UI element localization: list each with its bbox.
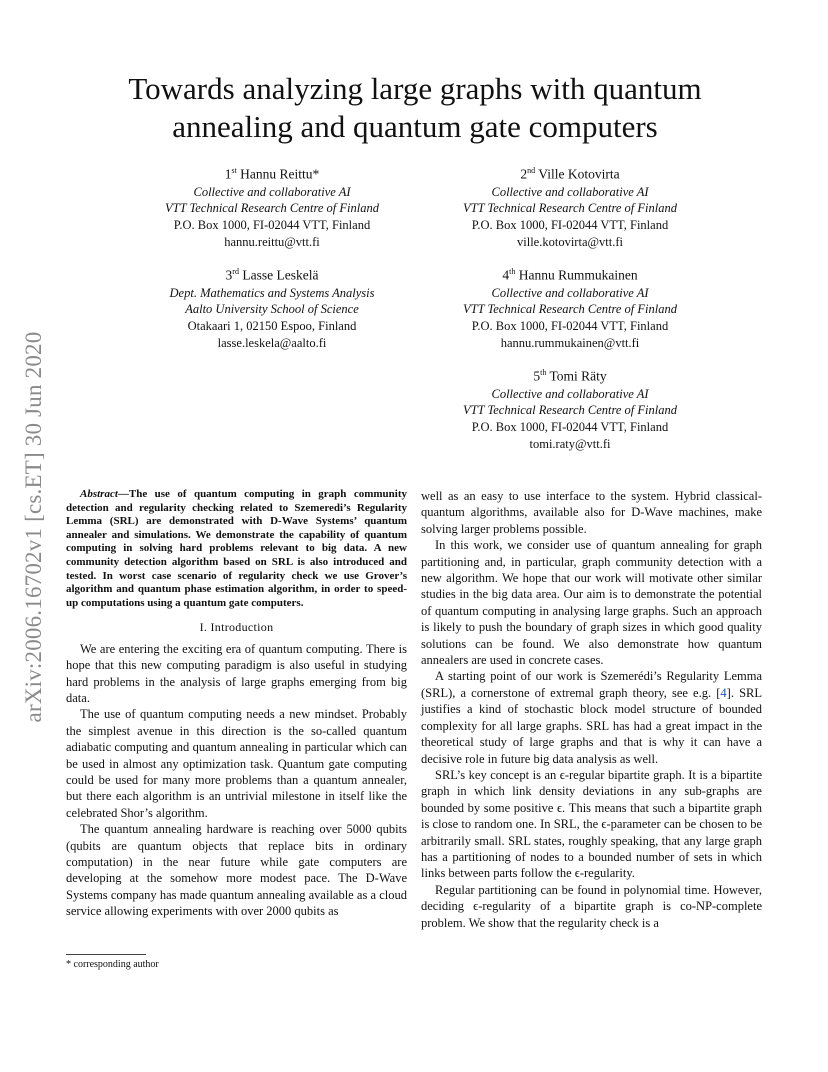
author-email: hannu.reittu@vtt.fi [224, 234, 320, 249]
author-dept: Collective and collaborative AI [491, 386, 649, 401]
author-name: Hannu Reittu* [240, 166, 320, 182]
author-name: Lasse Leskelä [242, 267, 319, 283]
paragraph: A starting point of our work is Szemerédi’s Regularity Lemma (SRL), a cornerstone of extremal graph theory, see e.g. [4]. SRL justifies a kind of stochastic block model structure of bounded complexity for all large graphs. SRL has had a great impact in the theoretical study of large graphs and that is why it can have a decisive role in future big data analysis as well. [421, 669, 762, 766]
author-name: Ville Kotovirta [538, 166, 620, 182]
author-name: Tomi Räty [549, 368, 607, 384]
left-column [66, 488, 407, 920]
author-email: hannu.rummukainen@vtt.fi [500, 335, 640, 350]
author-org: Aalto University School of Science [185, 302, 359, 317]
footnote-rule [66, 954, 146, 955]
author-dept: Collective and collaborative AI [491, 184, 649, 199]
paragraph: We are entering the exciting era of quantum computing. There is hope that this new computing paradigm is also useful in studying hard problems in the analysis of large graphs emerging from big data. [66, 641, 407, 705]
author-email: tomi.raty@vtt.fi [529, 436, 611, 451]
author-block-2: 2nd Ville Kotovirta Collective and collaborative AI VTT Technical Research Centre of Finland P.O. Box 1000, FI-02044 VTT, Finland ville.kotovirta@vtt.fi [420, 162, 720, 251]
author-org: VTT Technical Research Centre of Finland [165, 201, 379, 216]
author-org: VTT Technical Research Centre of Finland [463, 201, 677, 216]
paragraph: SRL’s key concept is an ϵ-regular bipartite graph. It is a bipartite graph in which link density deviations in any sub-graphs are bounded by some positive ϵ. This means that such a bipartite graph is close to random one. In SRL, the ϵ-parameter can be chosen to be arbitrarily small. SRL states, roughly speaking, that any large graph has a partitioning of nodes to a bounded number of sets in which links between parts follow the ϵ-regularity. [421, 767, 762, 881]
author-address: P.O. Box 1000, FI-02044 VTT, Finland [471, 218, 669, 233]
citation-link[interactable]: 4 [720, 685, 727, 700]
author-org: VTT Technical Research Centre of Finland [463, 302, 677, 317]
author-dept: Collective and collaborative AI [491, 285, 649, 300]
author-email: ville.kotovirta@vtt.fi [517, 234, 623, 249]
author-dept: Collective and collaborative AI [193, 184, 351, 199]
author-block-3: 3rd Lasse Leskelä Dept. Mathematics and Systems Analysis Aalto University School of Science Otakaari 1, 02150 Espoo, Finland lasse.leskela@aalto.fi [122, 263, 422, 352]
author-email: lasse.leskela@aalto.fi [217, 335, 327, 350]
author-block-1: 1st Hannu Reittu* Collective and collaborative AI VTT Technical Research Centre of Finland P.O. Box 1000, FI-02044 VTT, Finland hannu.reittu@vtt.fi [122, 162, 422, 251]
section-heading: I. Introduction [199, 620, 274, 635]
author-name: Hannu Rummukainen [518, 267, 638, 283]
author-block-5: 5th Tomi Räty Collective and collaborative AI VTT Technical Research Centre of Finland P.O. Box 1000, FI-02044 VTT, Finland tomi.raty@vtt.fi [420, 364, 720, 453]
author-address: P.O. Box 1000, FI-02044 VTT, Finland [471, 319, 669, 334]
right-column [421, 488, 762, 931]
author-address: P.O. Box 1000, FI-02044 VTT, Finland [471, 420, 669, 435]
abstract-label: Abstract [80, 488, 118, 500]
arxiv-identifier-text: arXiv:2006.16702v1 [cs.ET] 30 Jun 2020 [21, 331, 46, 723]
author-address: Otakaari 1, 02150 Espoo, Finland [187, 319, 357, 334]
author-dept: Dept. Mathematics and Systems Analysis [169, 285, 375, 300]
paragraph: The quantum annealing hardware is reaching over 5000 qubits (qubits are quantum objects that replace bits in ordinary computation) in the near future while gate computers are developing at the somehow more modest pace. The D-Wave Systems company has made quantum annealing available as a cloud service allowing experiments with over 2000 qubits as [66, 822, 407, 919]
author-block-4: 4th Hannu Rummukainen Collective and collaborative AI VTT Technical Research Centre of Finland P.O. Box 1000, FI-02044 VTT, Finland hannu.rummukainen@vtt.fi [420, 263, 720, 352]
abstract [66, 488, 407, 610]
paragraph: well as an easy to use interface to the system. Hybrid classical-quantum algorithms, available also for D-Wave machines, make solving larger problems possible. [421, 489, 762, 536]
paragraph: The use of quantum computing needs a new mindset. Probably the simplest avenue in this direction is the so-called quantum adiabatic computing and quantum annealing in particular which can be used in almost any optimization task. Quantum gate computing could be used for many more problems than a quantum annealer, but there each algorithm is an untrivial milestone in itself like the celebrated Shor’s algorithm. [66, 707, 407, 820]
author-address: P.O. Box 1000, FI-02044 VTT, Finland [173, 218, 371, 233]
abstract-text: —The use of quantum computing in graph community detection and regularity checking related to Szemeredi’s Regularity Lemma (SRL) are demonstrated with D-Wave Systems’ quantum annealer and simulations. We demonstrate the capability of quantum computing in solving hard problems relevant to big data. A new community detection algorithm based on SRL is also introduced and tested. In worst case scenario of regularity check we use Grover’s algorithm and quantum phase estimation algorithm, in order to speed-up computations using a quantum gate computers. [66, 488, 407, 609]
paper-title: Towards analyzing large graphs with quantum annealing and quantum gate computers [128, 71, 702, 144]
footnote: * corresponding author [66, 959, 159, 970]
paragraph: Regular partitioning can be found in polynomial time. However, deciding ϵ-regularity of a bipartite graph is co-NP-complete problem. We show that the regularity check is a [421, 882, 762, 930]
paragraph: In this work, we consider use of quantum annealing for graph partitioning and, in particular, graph community detection with a new algorithm. We hope that our work will motivate other similar studies in the big data area. Our aim is to demonstrate the potential of quantum computing in analysing large graphs. Such an approach is likely to push the boundary of graph sizes in which good quality solutions can be found. We also demonstrate how quantum annealers are used in concrete cases. [421, 538, 762, 668]
arxiv-identifier [18, 292, 50, 762]
author-org: VTT Technical Research Centre of Finland [463, 403, 677, 418]
